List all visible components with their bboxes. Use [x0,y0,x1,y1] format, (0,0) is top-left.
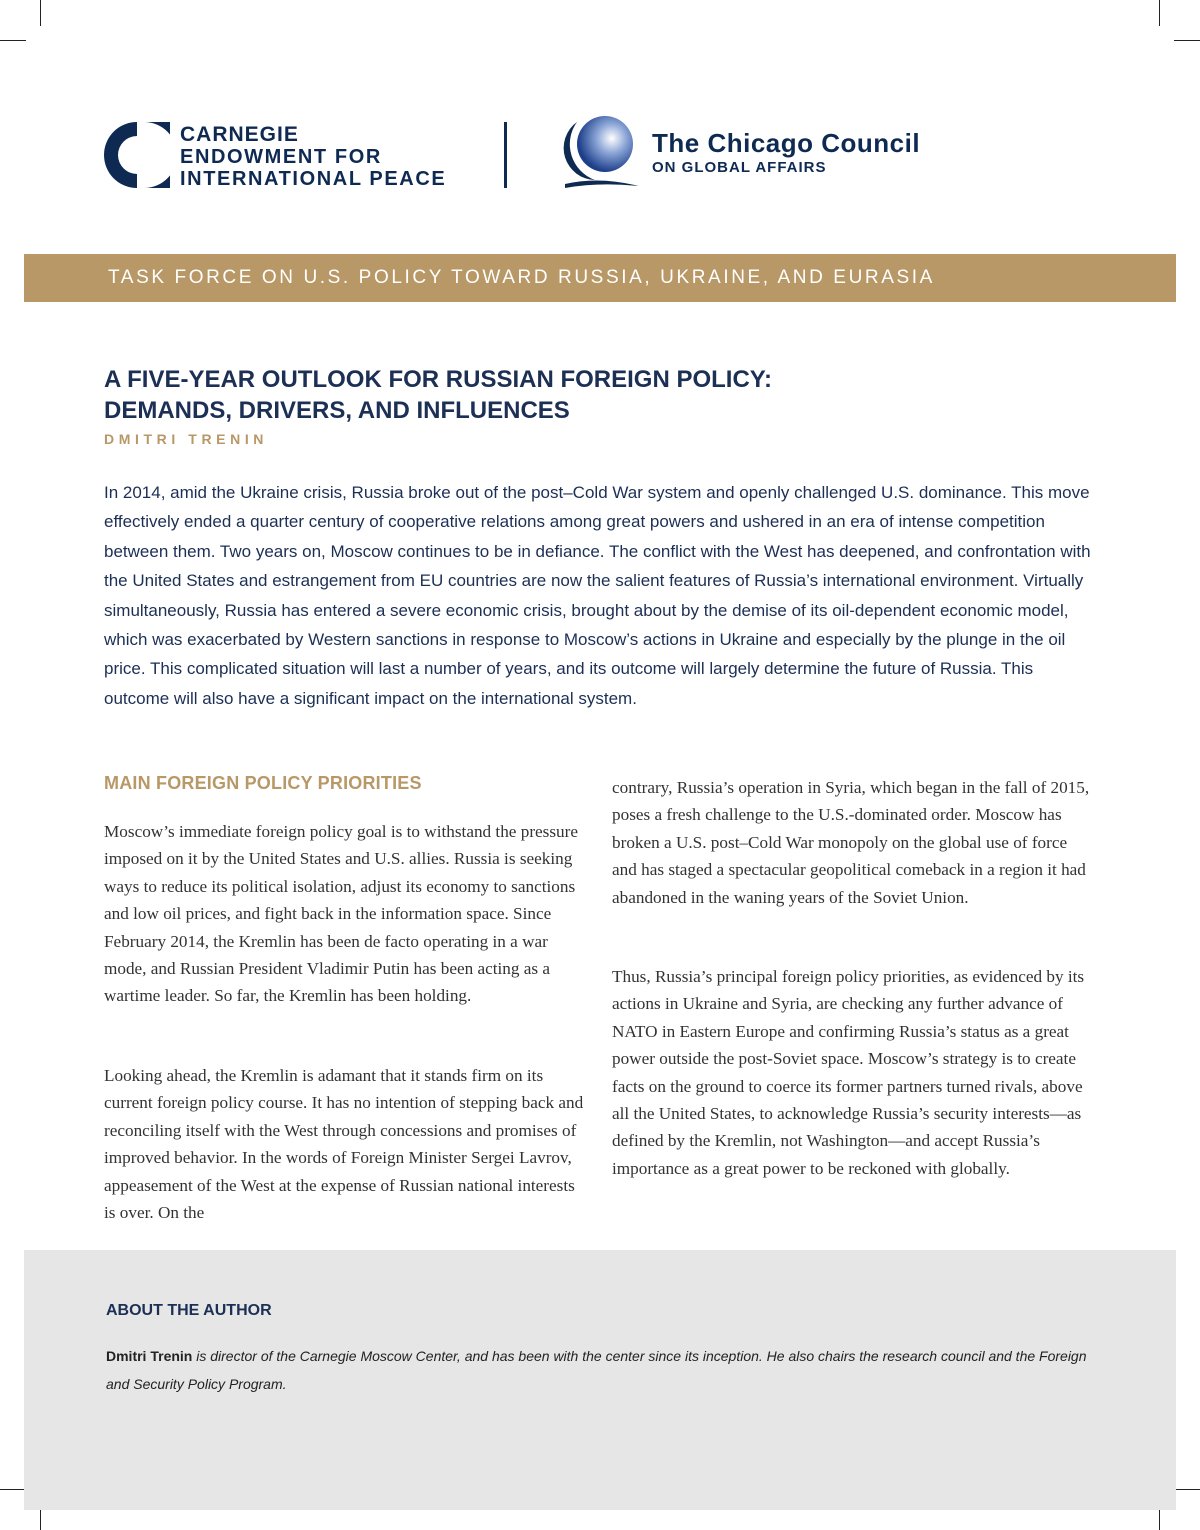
about-heading: ABOUT THE AUTHOR [106,1302,272,1319]
page-title [104,364,772,426]
about-text [106,1342,1096,1398]
section-heading: MAIN FOREIGN POLICY PRIORITIES [104,773,422,793]
author-byline: DMITRI TRENIN [104,431,269,447]
globe-icon [559,112,641,192]
banner-text: TASK FORCE ON U.S. POLICY TOWARD RUSSIA, UKRAINE, AND EURASIA [108,267,935,288]
carnegie-logo-icon [104,122,170,188]
crop-mark [1159,0,1160,26]
carnegie-line-3: INTERNATIONAL PEACE [180,168,447,190]
logo-header [104,112,964,196]
carnegie-line-2: ENDOWMENT FOR [180,146,382,168]
crop-mark [0,1489,26,1490]
crop-mark [40,0,41,26]
carnegie-line-1: CARNEGIE [180,123,299,146]
author-bio: is director of the Carnegie Moscow Center, and has been with the center since its inception. He also chairs the research council and the Foreign and Security Policy Program. [106,1348,1087,1392]
carnegie-logo-text [180,124,446,190]
title-line-2: DEMANDS, DRIVERS, AND INFLUENCES [104,397,570,424]
chicago-council-line-2: ON GLOBAL AFFAIRS [652,159,827,176]
task-force-banner [24,254,1176,302]
logo-divider [504,122,507,188]
crop-mark [0,40,26,41]
body-paragraph: Thus, Russia’s principal foreign policy priorities, as evidenced by its actions in Ukraine and Syria, are checking any further advance of NATO in Eastern Europe and confirming Russia’s status as a great power outside the post-Soviet space. Moscow’s strategy is to create facts on the ground to coerce its former partners turned rivals, above all the United States, to acknowledge Russia’s security interests—as defined by the Kremlin, not Washington—and accept Russia’s importance as a great power to be reckoned with globally. [612,967,1085,1178]
body-paragraph: Looking ahead, the Kremlin is adamant that it stands firm on its current foreign policy course. It has no intention of stepping back and reconciling itself with the West through concessions and promises of improved behavior. In the words of Foreign Minister Sergei Lavrov, appeasement of the West at the expense of Russian national interests is over. On the [104,1066,584,1223]
crop-mark [1174,1489,1200,1490]
crop-mark [1174,40,1200,41]
title-line-1: A FIVE-YEAR OUTLOOK FOR RUSSIAN FOREIGN POLICY: [104,366,773,393]
body-paragraph: contrary, Russia’s operation in Syria, which began in the fall of 2015, poses a fresh challenge to the U.S.-dominated order. Moscow has broken a U.S. post–Cold War monopoly on the global use of force and has staged a spectacular geopolitical comeback in a region it had abandoned in the waning years of the Soviet Union. [612,778,1090,907]
chicago-council-logo-text [652,128,920,178]
author-name: Dmitri Trenin [106,1348,193,1364]
intro-paragraph: In 2014, amid the Ukraine crisis, Russia broke out of the post–Cold War system and openly challenged U.S. dominance. This move effectively ended a quarter century of cooperative relations among great powers and ushered in an era of intense competition between them. Two years on, Moscow continues to be in defiance. The conflict with the West has deepened, and confrontation with the United States and estrangement from EU countries are now the salient features of Russia’s international environment. Virtually simultaneously, Russia has entered a severe economic crisis, brought about by the demise of its oil-dependent economic model, which was exacerbated by Western sanctions in response to Moscow’s actions in Ukraine and especially by the plunge in the oil price. This complicated situation will last a number of years, and its outcome will largely determine the future of Russia. This outcome will also have a significant impact on the international system. [104,483,1091,708]
chicago-council-line-1: The Chicago Council [652,128,921,158]
body-paragraph: Moscow’s immediate foreign policy goal is to withstand the pressure imposed on it by the United States and U.S. allies. Russia is seeking ways to reduce its political isolation, adjust its economy to sanctions and low oil prices, and fight back in the information space. Since February 2014, the Kremlin has been de facto operating in a war mode, and Russian President Vladimir Putin has been acting as a wartime leader. So far, the Kremlin has been holding. [104,822,578,1006]
